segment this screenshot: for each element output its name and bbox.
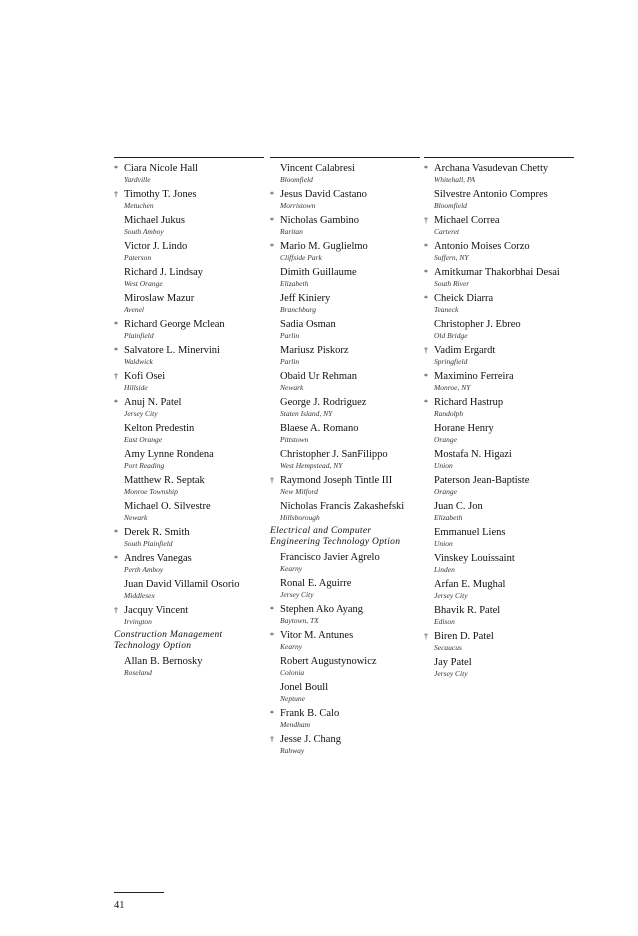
graduate-name: Paterson Jean-Baptiste — [434, 475, 530, 486]
graduate-name: Salvatore L. Minervini — [124, 345, 220, 356]
honors-asterisk-mark: * — [270, 216, 274, 225]
graduate-hometown: Kearny — [280, 642, 303, 651]
honors-asterisk-mark: * — [270, 631, 274, 640]
graduate-entry — [424, 630, 574, 656]
graduate-name: Vadim Ergardt — [434, 345, 496, 356]
graduate-hometown: Jersey City — [434, 669, 468, 678]
graduate-name: Michael Correa — [434, 215, 500, 226]
graduate-entry — [424, 292, 574, 318]
graduate-name: Vinskey Louissaint — [434, 553, 515, 564]
graduate-entry — [424, 396, 574, 422]
graduate-name: Maximino Ferreira — [434, 371, 514, 382]
honors-dagger-mark: † — [424, 632, 428, 641]
graduate-entry — [424, 656, 574, 682]
graduate-hometown: Branchburg — [280, 305, 316, 314]
graduate-name: Nicholas Francis Zakashefski — [280, 501, 405, 512]
graduate-entry — [270, 681, 420, 707]
graduate-entry — [424, 422, 574, 448]
graduate-name: Stephen Ako Ayang — [280, 604, 364, 615]
graduate-entry — [114, 422, 264, 448]
graduate-entry — [114, 655, 264, 681]
graduate-entry — [114, 552, 264, 578]
honors-asterisk-mark: * — [114, 346, 118, 355]
graduate-hometown: West Orange — [124, 279, 163, 288]
honors-asterisk-mark: * — [114, 164, 118, 173]
graduate-entry — [424, 240, 574, 266]
graduate-hometown: Monroe Township — [124, 487, 178, 496]
graduate-entry — [270, 240, 420, 266]
graduate-entry — [270, 551, 420, 577]
graduate-entry — [114, 214, 264, 240]
graduate-name: Dimith Guillaume — [280, 267, 357, 278]
graduate-entry — [270, 655, 420, 681]
graduate-hometown: Parlin — [280, 357, 300, 366]
graduate-entry — [424, 214, 574, 240]
graduate-hometown: Avenel — [124, 305, 144, 314]
graduate-hometown: Teaneck — [434, 305, 459, 314]
graduate-name: Raymond Joseph Tintle III — [280, 475, 393, 486]
graduate-entry — [270, 629, 420, 655]
graduate-hometown: New Milford — [280, 487, 318, 496]
graduate-entry — [114, 240, 264, 266]
graduate-entry — [114, 370, 264, 396]
column-1 — [114, 157, 264, 681]
graduate-name: Jesse J. Chang — [280, 734, 341, 745]
graduate-hometown: Morristown — [280, 201, 316, 210]
graduate-hometown: Jersey City — [434, 591, 468, 600]
graduate-entry — [114, 266, 264, 292]
graduate-name: Christopher J. SanFilippo — [280, 449, 388, 460]
graduate-hometown: Parlin — [280, 331, 300, 340]
graduate-entry — [114, 500, 264, 526]
graduate-hometown: Newark — [124, 513, 148, 522]
graduate-entry — [424, 604, 574, 630]
graduate-name: Ciara Nicole Hall — [124, 163, 199, 174]
graduate-entry — [270, 214, 420, 240]
column-3 — [424, 157, 574, 682]
graduate-hometown: Colonia — [280, 668, 305, 677]
honors-dagger-mark: † — [270, 476, 274, 485]
graduate-hometown: Whitehall, PA — [434, 175, 476, 184]
graduate-name: Antonio Moises Corzo — [434, 241, 530, 252]
graduate-entry — [424, 344, 574, 370]
graduate-name: Richard Hastrup — [434, 397, 504, 408]
honors-dagger-mark: † — [270, 735, 274, 744]
graduate-hometown: Baytown, TX — [280, 616, 319, 625]
graduate-name: Matthew R. Septak — [124, 475, 205, 486]
section-heading-line: Construction Management — [114, 630, 223, 640]
honors-dagger-mark: † — [424, 346, 428, 355]
column-2 — [270, 157, 420, 759]
graduate-name: Obaid Ur Rehman — [280, 371, 357, 382]
graduate-name: Frank B. Calo — [280, 708, 340, 719]
graduate-hometown: Waldwick — [124, 357, 153, 366]
graduate-name: Anuj N. Patel — [124, 397, 182, 408]
graduate-entry — [424, 552, 574, 578]
graduate-hometown: Linden — [434, 565, 455, 574]
graduate-entry — [114, 578, 264, 604]
graduate-name: Andres Vanegas — [124, 553, 192, 564]
honors-asterisk-mark: * — [424, 242, 428, 251]
honors-asterisk-mark: * — [114, 528, 118, 537]
graduate-name: Francisco Javier Agrelo — [280, 552, 380, 563]
graduate-name: Allan B. Bernosky — [124, 656, 203, 667]
graduate-name: Christopher J. Ebreo — [434, 319, 521, 330]
graduate-hometown: Orange — [434, 487, 457, 496]
graduate-hometown: Rahway — [280, 746, 305, 755]
section-heading-line: Technology Option — [114, 641, 192, 651]
graduate-hometown: Secaucus — [434, 643, 462, 652]
graduate-name: Nicholas Gambino — [280, 215, 360, 226]
graduate-entry — [270, 266, 420, 292]
graduate-hometown: Raritan — [280, 227, 303, 236]
honors-asterisk-mark: * — [270, 242, 274, 251]
footer-rule — [114, 892, 164, 893]
graduate-entry — [424, 578, 574, 604]
graduate-entry — [424, 474, 574, 500]
graduate-name: Michael O. Silvestre — [124, 501, 211, 512]
graduate-hometown: Metuchen — [124, 201, 154, 210]
graduate-hometown: Union — [434, 539, 453, 548]
graduate-name: Kelton Predestin — [124, 423, 195, 434]
honors-asterisk-mark: * — [270, 190, 274, 199]
honors-asterisk-mark: * — [270, 605, 274, 614]
graduate-name: Bhavik R. Patel — [434, 605, 501, 616]
graduate-entry — [114, 396, 264, 422]
column-rule — [424, 157, 574, 158]
graduate-hometown: Elizabeth — [434, 513, 463, 522]
graduate-entry — [114, 292, 264, 318]
honors-asterisk-mark: * — [114, 554, 118, 563]
graduate-entry — [270, 318, 420, 344]
graduate-name: Cheick Diarra — [434, 293, 494, 304]
graduate-name: Arfan E. Mughal — [434, 579, 506, 590]
graduate-name: Robert Augustynowicz — [280, 656, 377, 667]
honors-asterisk-mark: * — [424, 164, 428, 173]
graduate-entry — [114, 604, 264, 630]
graduate-entry — [114, 448, 264, 474]
graduate-entry — [114, 318, 264, 344]
graduate-entry — [424, 526, 574, 552]
graduate-entry — [270, 500, 420, 526]
honors-dagger-mark: † — [114, 190, 118, 199]
graduate-hometown: Jersey City — [124, 409, 158, 418]
graduate-name: Richard J. Lindsay — [124, 267, 204, 278]
graduate-hometown: Hillside — [124, 383, 148, 392]
graduate-entry — [270, 707, 420, 733]
graduate-name: Horane Henry — [434, 423, 494, 434]
graduate-hometown: Mendham — [280, 720, 310, 729]
graduate-hometown: Old Bridge — [434, 331, 468, 340]
graduate-entry — [114, 162, 264, 188]
graduate-hometown: Randolph — [434, 409, 464, 418]
graduate-hometown: Hillsborough — [280, 513, 320, 522]
graduate-name: Jeff Kiniery — [280, 293, 331, 304]
graduate-hometown: Irvington — [124, 617, 152, 626]
page-number: 41 — [114, 900, 125, 911]
graduate-entry — [114, 188, 264, 214]
graduate-entry — [424, 448, 574, 474]
honors-asterisk-mark: * — [424, 372, 428, 381]
graduate-name: Jesus David Castano — [280, 189, 367, 200]
graduate-hometown: Newark — [280, 383, 304, 392]
graduate-hometown: South Amboy — [124, 227, 164, 236]
graduate-name: Juan C. Jon — [434, 501, 483, 512]
graduate-hometown: Paterson — [124, 253, 152, 262]
graduate-name: Juan David Villamil Osorio — [124, 579, 240, 590]
honors-dagger-mark: † — [424, 216, 428, 225]
graduate-entry — [424, 370, 574, 396]
graduate-name: Victor J. Lindo — [124, 241, 188, 252]
graduate-entry — [270, 162, 420, 188]
section-heading-construction-management — [114, 630, 264, 652]
graduate-hometown: Pittstown — [280, 435, 309, 444]
graduate-name: Derek R. Smith — [124, 527, 190, 538]
graduate-name: Kofi Osei — [124, 371, 166, 382]
graduate-hometown: Bloomfield — [280, 175, 313, 184]
graduate-name: Biren D. Patel — [434, 631, 494, 642]
graduate-entry — [114, 474, 264, 500]
graduate-name: Archana Vasudevan Chetty — [434, 163, 549, 174]
graduate-hometown: South River — [434, 279, 470, 288]
graduate-name: Amitkumar Thakorbhai Desai — [434, 267, 560, 278]
graduate-hometown: Bloomfield — [434, 201, 467, 210]
graduate-hometown: Springfield — [434, 357, 468, 366]
graduate-hometown: Carteret — [434, 227, 460, 236]
honors-asterisk-mark: * — [424, 398, 428, 407]
graduate-name: Mostafa N. Higazi — [434, 449, 512, 460]
graduate-hometown: Kearny — [280, 564, 303, 573]
graduate-entry — [270, 474, 420, 500]
honors-asterisk-mark: * — [424, 268, 428, 277]
graduate-hometown: West Hempstead, NY — [280, 461, 343, 470]
graduate-entry — [270, 188, 420, 214]
section-heading-line: Engineering Technology Option — [270, 537, 401, 547]
graduate-hometown: Middlesex — [124, 591, 155, 600]
graduate-entry — [114, 526, 264, 552]
graduate-entry — [270, 733, 420, 759]
graduate-entry — [424, 500, 574, 526]
column-rule — [270, 157, 420, 158]
graduate-hometown: South Plainfield — [124, 539, 173, 548]
graduate-entry — [270, 603, 420, 629]
honors-dagger-mark: † — [114, 606, 118, 615]
graduate-name: Blaese A. Romano — [280, 423, 359, 434]
graduate-entry — [270, 448, 420, 474]
graduate-entry — [424, 188, 574, 214]
graduate-name: Jacquy Vincent — [124, 605, 189, 616]
graduate-hometown: Yardville — [124, 175, 151, 184]
section-heading-line: Electrical and Computer — [270, 526, 372, 536]
column-rule — [114, 157, 264, 158]
graduate-name: George J. Rodriguez — [280, 397, 367, 408]
graduate-name: Mario M. Guglielmo — [280, 241, 368, 252]
graduate-name: Jonel Boull — [280, 682, 329, 693]
honors-dagger-mark: † — [114, 372, 118, 381]
graduate-hometown: Union — [434, 461, 453, 470]
graduate-entry — [424, 266, 574, 292]
graduate-hometown: Elizabeth — [280, 279, 309, 288]
graduate-hometown: Cliffside Park — [280, 253, 322, 262]
graduate-entry — [424, 162, 574, 188]
graduate-name: Miroslaw Mazur — [124, 293, 195, 304]
graduate-name: Michael Jukus — [124, 215, 185, 226]
graduate-name: Vitor M. Antunes — [280, 630, 354, 641]
honors-asterisk-mark: * — [114, 398, 118, 407]
graduate-entry — [114, 344, 264, 370]
graduate-entry — [270, 422, 420, 448]
graduate-name: Sadia Osman — [280, 319, 336, 330]
graduate-hometown: Roseland — [124, 668, 152, 677]
graduate-hometown: Monroe, NY — [434, 383, 471, 392]
graduate-entry — [424, 318, 574, 344]
graduate-hometown: Jersey City — [280, 590, 314, 599]
graduate-name: Mariusz Piskorz — [280, 345, 349, 356]
graduate-name: Jay Patel — [434, 657, 472, 668]
graduate-name: Richard George Mclean — [124, 319, 225, 330]
honors-asterisk-mark: * — [114, 320, 118, 329]
graduate-hometown: Edison — [434, 617, 455, 626]
graduate-name: Vincent Calabresi — [280, 163, 355, 174]
graduate-hometown: Plainfield — [124, 331, 154, 340]
graduate-hometown: East Orange — [124, 435, 163, 444]
graduate-hometown: Port Reading — [124, 461, 165, 470]
section-heading-electrical-computer-engineering — [270, 526, 420, 548]
graduate-name: Ronal E. Aguirre — [280, 578, 352, 589]
graduate-name: Timothy T. Jones — [124, 189, 197, 200]
graduate-hometown: Staten Island, NY — [280, 409, 333, 418]
graduate-entry — [270, 344, 420, 370]
graduate-hometown: Orange — [434, 435, 457, 444]
graduate-entry — [270, 292, 420, 318]
graduate-hometown: Perth Amboy — [124, 565, 164, 574]
graduate-entry — [270, 370, 420, 396]
graduate-entry — [270, 396, 420, 422]
graduate-hometown: Suffern, NY — [434, 253, 469, 262]
honors-asterisk-mark: * — [270, 709, 274, 718]
honors-asterisk-mark: * — [424, 294, 428, 303]
graduate-name: Amy Lynne Rondena — [124, 449, 214, 460]
graduate-name: Silvestre Antonio Compres — [434, 189, 548, 200]
graduate-hometown: Neptune — [280, 694, 305, 703]
graduate-name: Emmanuel Liens — [434, 527, 506, 538]
graduate-entry — [270, 577, 420, 603]
